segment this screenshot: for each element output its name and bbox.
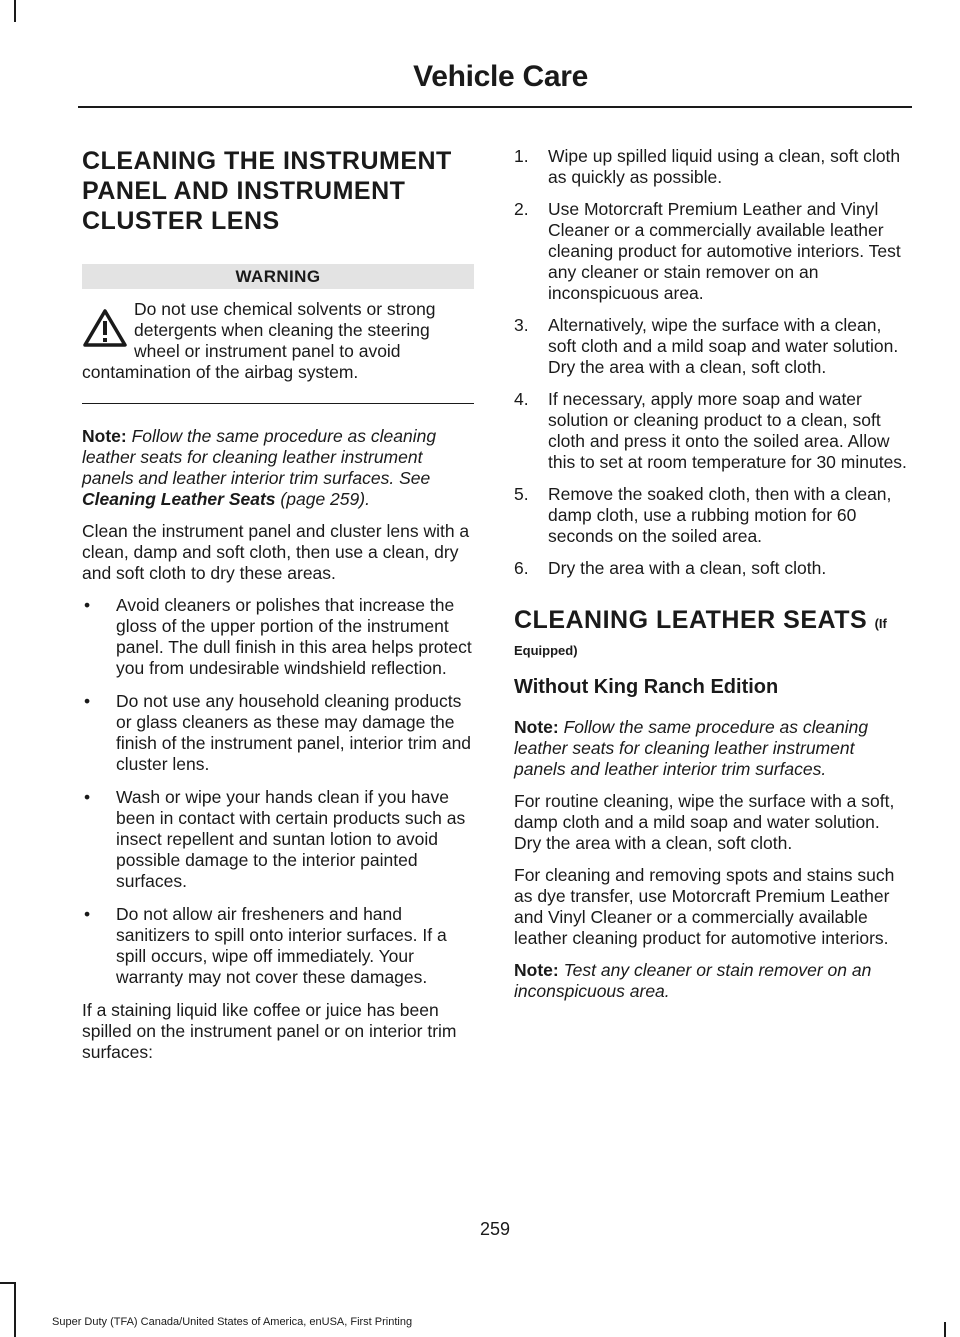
warning-box bbox=[82, 299, 474, 404]
list-item: 2. Use Motorcraft Premium Leather and Vinyl Cleaner or a commercially available leather cleaning product for automotive interiors. Test any cleaner or stain remover on an inconspicuous area. bbox=[514, 199, 901, 303]
subheading-without-king-ranch: Without King Ranch Edition bbox=[514, 676, 779, 698]
warning-text: Do not use chemical solvents or strong detergents when cleaning the steering wheel or instrument panel to avoid contamination of the airbag system. bbox=[82, 299, 436, 382]
warning-label: WARNING bbox=[82, 264, 474, 289]
list-item: 5. Remove the soaked cloth, then with a clean, damp cloth, use a rubbing motion for 60 seconds on the soiled area. bbox=[514, 484, 892, 546]
crop-mark-top-left bbox=[14, 0, 16, 22]
paragraph-spots-stains: For cleaning and removing spots and stains such as dye transfer, use Motorcraft Premium Leather and Vinyl Cleaner or a commercially available leather cleaning product for automotive interiors. bbox=[514, 865, 895, 948]
right-column bbox=[514, 146, 908, 1013]
steps-list bbox=[514, 146, 908, 579]
section-title: Vehicle Care bbox=[413, 60, 588, 93]
list-item: • Do not allow air fresheners and hand sanitizers to spill onto interior surfaces. If a spill occurs, wipe off immediately. Your warranty may not cover these damages. bbox=[84, 904, 447, 987]
page-number: 259 bbox=[479, 1219, 511, 1239]
precautions-list bbox=[82, 595, 474, 988]
note-test-cleaner: Note: Test any cleaner or stain remover on an inconspicuous area. bbox=[514, 960, 872, 1001]
list-item: 6. Dry the area with a clean, soft cloth. bbox=[514, 558, 827, 578]
list-item: 3. Alternatively, wipe the surface with a clean, soft cloth and a mild soap and water solution. Dry the area with a clean, soft cloth. bbox=[514, 315, 899, 377]
list-item: • Wash or wipe your hands clean if you have been in contact with certain products such as insect repellent and suntan lotion to avoid possible damage to the interior painted surfaces. bbox=[84, 787, 466, 891]
heading-cleaning-leather-seats: CLEANING LEATHER SEATS (If bbox=[514, 606, 887, 634]
crop-mark-bottom-right bbox=[944, 1322, 946, 1337]
paragraph-staining-liquid: If a staining liquid like coffee or juice has been spilled on the instrument panel or on interior trim surfaces: bbox=[82, 1000, 457, 1062]
paragraph-clean-panel: Clean the instrument panel and cluster lens with a clean, damp and soft cloth, then use a clean, dry and soft cloth to dry these areas. bbox=[82, 521, 470, 583]
paragraph-routine-cleaning: For routine cleaning, wipe the surface with a soft, damp cloth and a mild soap and water solution. Dry the area with a clean, soft cloth. bbox=[514, 791, 895, 853]
header-divider bbox=[78, 106, 912, 108]
crop-mark-bottom-left-h bbox=[0, 1282, 16, 1284]
link-cleaning-leather-seats[interactable]: Cleaning Leather Seats bbox=[82, 489, 276, 509]
footer-text: Super Duty (TFA) Canada/United States of America, enUSA, First Printing bbox=[52, 1316, 413, 1328]
crop-mark-bottom-left bbox=[14, 1282, 16, 1337]
note-leather-procedure: Note: Follow the same procedure as cleaning leather seats for cleaning leather instrument panels and leather interior trim surfaces. See Cleaning Leather Seats (page 259). bbox=[82, 426, 437, 509]
left-column bbox=[82, 146, 474, 1074]
warning-triangle-icon bbox=[82, 307, 128, 349]
note-leather-procedure-2: Note: Follow the same procedure as cleaning leather seats for cleaning leather instrument panels and leather interior trim surfaces. bbox=[514, 717, 869, 779]
heading-equipped-suffix: Equipped) bbox=[514, 643, 578, 658]
heading-cleaning-instrument-panel: CLEANING THE INSTRUMENT PANEL AND INSTRUMENT CLUSTER LENS bbox=[82, 147, 452, 235]
list-item: • Avoid cleaners or polishes that increase the gloss of the upper portion of the instrument panel. The dull finish in this area helps protect you from undesirable windshield reflection. bbox=[84, 595, 472, 678]
list-item: 1. Wipe up spilled liquid using a clean, soft cloth as quickly as possible. bbox=[514, 146, 901, 187]
list-item: • Do not use any household cleaning products or glass cleaners as these may damage the finish of the instrument panel, interior trim and cluster lens. bbox=[84, 691, 472, 774]
list-item: 4. If necessary, apply more soap and water solution or cleaning product to a clean, soft cloth and press it onto the soiled area. Allow this to set at room temperature for 30 minutes. bbox=[514, 389, 907, 472]
